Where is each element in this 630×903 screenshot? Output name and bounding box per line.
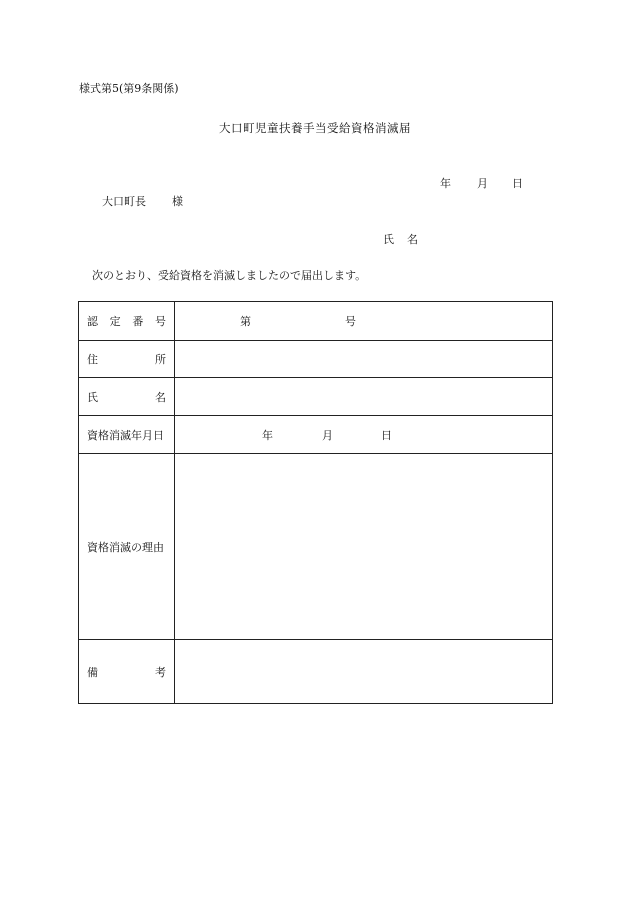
- address-field[interactable]: [175, 341, 553, 378]
- row-certification-number: [79, 302, 553, 341]
- label-address: [79, 341, 175, 378]
- label-char: 備: [87, 665, 98, 679]
- notification-form-table: [78, 301, 553, 704]
- addressee-honorific: 様: [172, 195, 183, 208]
- certification-number-field[interactable]: [175, 302, 553, 341]
- form-number: 様式第5(第9条関係): [79, 82, 179, 95]
- row-address: [79, 341, 553, 378]
- label-extinction-date: 資格消滅年月日: [79, 416, 175, 454]
- label-name: [79, 378, 175, 416]
- label-char: 考: [155, 665, 166, 679]
- label-char: 所: [155, 353, 166, 366]
- addressee-name: 大口町長: [102, 195, 146, 208]
- extinction-day-label: 日: [381, 428, 392, 442]
- label-remarks: [79, 640, 175, 704]
- label-char: 住: [87, 353, 98, 366]
- label-certification-number: [79, 302, 175, 341]
- label-char: 名: [155, 390, 166, 404]
- date-day-label: 日: [512, 177, 523, 190]
- applicant-name-label-shi: 氏: [383, 233, 394, 246]
- label-char: 番: [132, 315, 144, 328]
- row-extinction-reason: [79, 454, 553, 640]
- extinction-reason-field[interactable]: [175, 454, 553, 640]
- certification-dai-label: 第: [240, 315, 251, 328]
- label-extinction-reason: 資格消滅の理由: [79, 454, 175, 640]
- certification-go-label: 号: [345, 315, 356, 328]
- intro-statement: 次のとおり、受給資格を消滅しましたので届出します。: [92, 269, 367, 282]
- label-char: 認: [87, 315, 98, 328]
- row-remarks: [79, 640, 553, 704]
- applicant-name-label-mei: 名: [407, 233, 418, 246]
- remarks-field[interactable]: [175, 640, 553, 704]
- date-year-label: 年: [440, 177, 451, 190]
- row-name: [79, 378, 553, 416]
- extinction-date-field[interactable]: [175, 416, 553, 454]
- document-title: 大口町児童扶養手当受給資格消滅届: [219, 121, 411, 135]
- label-char: 氏: [87, 390, 98, 404]
- date-month-label: 月: [477, 177, 488, 190]
- name-field[interactable]: [175, 378, 553, 416]
- label-char: 定: [109, 315, 121, 328]
- extinction-year-label: 年: [262, 428, 273, 442]
- label-char: 号: [154, 315, 166, 328]
- row-extinction-date: [79, 416, 553, 454]
- extinction-month-label: 月: [322, 428, 333, 442]
